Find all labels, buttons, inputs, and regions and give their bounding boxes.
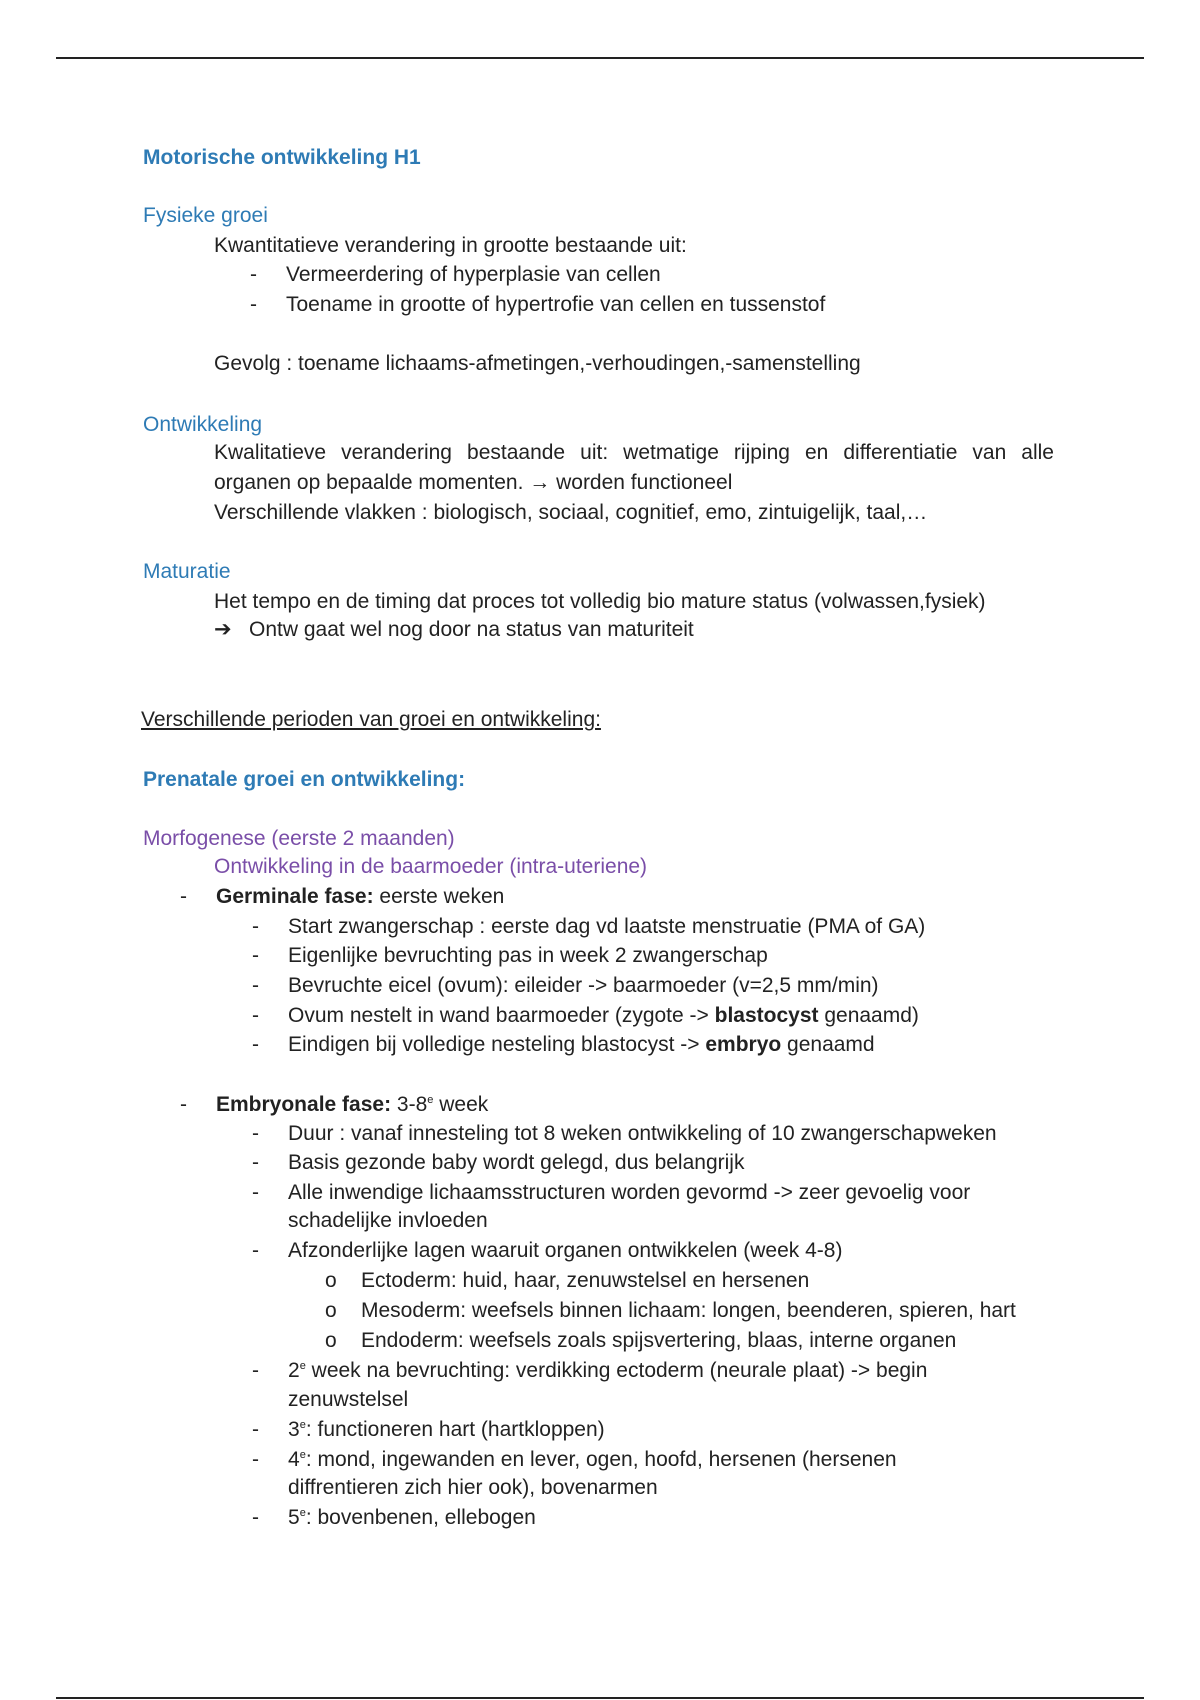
section-perioden: Verschillende perioden van groei en ontwikkeling:: [141, 708, 601, 731]
layer-item: Endoderm: weefsels zoals spijsvertering, blaas, interne organen: [361, 1329, 957, 1352]
list-item: [288, 1003, 919, 1029]
week-item-continued: diffrentieren zich hier ook), bovenarmen: [288, 1476, 658, 1499]
layer-item: Ectoderm: huid, haar, zenuwstelsel en hersenen: [361, 1269, 810, 1292]
list-item: Eigenlijke bevruchting pas in week 2 zwangerschap: [288, 944, 768, 967]
bullet-circle: o: [325, 1299, 337, 1322]
text-span: week na bevruchting: verdikking ectoderm (neurale plaat) -> begin: [305, 1359, 928, 1382]
ontwikkeling-line2-text: organen op bepaalde momenten.: [214, 471, 524, 494]
superscript: e: [299, 1449, 306, 1461]
week-item: [288, 1358, 927, 1384]
week-item: [288, 1447, 897, 1473]
text-span: Ovum nestelt in wand baarmoeder (zygote ->: [288, 1004, 715, 1027]
maturatie-line1: Het tempo en de timing dat proces tot volledig bio mature status (volwassen,fysiek): [214, 590, 986, 613]
bold-term: embryo: [705, 1033, 782, 1056]
bullet-dash: -: [252, 1151, 259, 1174]
bold-arrow-icon: ➔: [214, 618, 232, 641]
bullet-dash: -: [252, 1033, 259, 1056]
germinale-label: Germinale fase:: [216, 885, 374, 908]
text-span: Eindigen bij volledige nesteling blastocyst ->: [288, 1033, 706, 1056]
bullet-dash: -: [252, 1004, 259, 1027]
text-span: week: [433, 1093, 489, 1116]
heading-maturatie: Maturatie: [143, 560, 231, 583]
heading-ontwikkeling: Ontwikkeling: [143, 413, 263, 436]
embryonale-label: Embryonale fase:: [216, 1093, 392, 1116]
text-span: : mond, ingewanden en lever, ogen, hoofd, hersenen (hersenen: [305, 1448, 897, 1471]
list-item: Afzonderlijke lagen waaruit organen ontwikkelen (week 4-8): [288, 1239, 843, 1262]
text-span: 2: [288, 1359, 300, 1382]
bullet-dash: -: [252, 944, 259, 967]
bullet-dash: -: [252, 1122, 259, 1145]
fysiek-gevolg: Gevolg : toename lichaams-afmetingen,-verhoudingen,-samenstelling: [214, 352, 861, 375]
bullet-dash: -: [252, 1418, 259, 1441]
superscript: e: [299, 1507, 306, 1519]
bullet-circle: o: [325, 1329, 337, 1352]
bullet-dash: -: [252, 1359, 259, 1382]
superscript: e: [427, 1094, 434, 1106]
header-rule: [56, 57, 1144, 59]
ontwikkeling-line3: Verschillende vlakken : biologisch, sociaal, cognitief, emo, zintuigelijk, taal,…: [214, 501, 928, 524]
list-item: [288, 1032, 875, 1058]
text-span: genaamd: [781, 1033, 875, 1056]
ontwikkeling-line1: Kwalitatieve verandering bestaande uit: wetmatige rijping en differentiatie van alle: [214, 441, 1054, 464]
bullet-dash: -: [252, 1181, 259, 1204]
bullet-circle: o: [325, 1269, 337, 1292]
week-item: [288, 1417, 605, 1443]
bullet-dash: -: [252, 1239, 259, 1262]
week-item: [288, 1505, 536, 1531]
list-item: Alle inwendige lichaamsstructuren worden gevormd -> zeer gevoelig voor: [288, 1181, 971, 1204]
list-item: Vermeerdering of hyperplasie van cellen: [286, 263, 661, 286]
page-title: Motorische ontwikkeling H1: [143, 146, 421, 169]
list-item: Start zwangerschap : eerste dag vd laatste menstruatie (PMA of GA): [288, 915, 926, 938]
bullet-dash: -: [252, 974, 259, 997]
heading-prenataal: Prenatale groei en ontwikkeling:: [143, 768, 466, 791]
text-span: : bovenbenen, ellebogen: [305, 1506, 536, 1529]
list-item: Bevruchte eicel (ovum): eileider -> baarmoeder (v=2,5 mm/min): [288, 974, 879, 997]
footer-rule: [56, 1697, 1144, 1699]
list-item: Basis gezonde baby wordt gelegd, dus belangrijk: [288, 1151, 745, 1174]
week-item-continued: zenuwstelsel: [288, 1388, 409, 1411]
text-span: 4: [288, 1448, 300, 1471]
bold-term: blastocyst: [714, 1004, 819, 1027]
text-span: 3: [288, 1418, 300, 1441]
ontwikkeling-line2-end: worden functioneel: [556, 471, 733, 494]
list-item: Toename in grootte of hypertrofie van cellen en tussenstof: [286, 293, 826, 316]
bullet-dash: -: [252, 1506, 259, 1529]
ontwikkeling-line2: [214, 470, 732, 496]
embryonale-fase: [216, 1092, 488, 1118]
heading-morfogenese: Morfogenese (eerste 2 maanden): [143, 827, 455, 850]
germinale-rest: eerste weken: [373, 885, 505, 908]
superscript: e: [299, 1360, 306, 1372]
bullet-dash: -: [250, 263, 257, 286]
arrow-right-icon: →: [529, 471, 551, 494]
text-span: 5: [288, 1506, 300, 1529]
text-span: genaamd): [818, 1004, 919, 1027]
bullet-dash: -: [180, 885, 187, 908]
list-item: Duur : vanaf innesteling tot 8 weken ontwikkeling of 10 zwangerschapweken: [288, 1122, 997, 1145]
layer-item: Mesoderm: weefsels binnen lichaam: longen, beenderen, spieren, hart: [361, 1299, 1016, 1322]
bullet-dash: -: [252, 915, 259, 938]
heading-fysieke-groei: Fysieke groei: [143, 204, 268, 227]
superscript: e: [299, 1419, 306, 1431]
bullet-dash: -: [250, 293, 257, 316]
fysiek-intro: Kwantitatieve verandering in grootte bestaande uit:: [214, 234, 687, 257]
bullet-dash: -: [252, 1448, 259, 1471]
text-span: : functioneren hart (hartkloppen): [305, 1418, 605, 1441]
morfogenese-sub: Ontwikkeling in de baarmoeder (intra-uteriene): [214, 855, 648, 878]
text-span: 3-8: [391, 1093, 428, 1116]
germinale-fase: [216, 884, 504, 910]
maturatie-line2: Ontw gaat wel nog door na status van maturiteit: [249, 618, 694, 641]
list-item-continued: schadelijke invloeden: [288, 1209, 488, 1232]
bullet-dash: -: [180, 1093, 187, 1116]
